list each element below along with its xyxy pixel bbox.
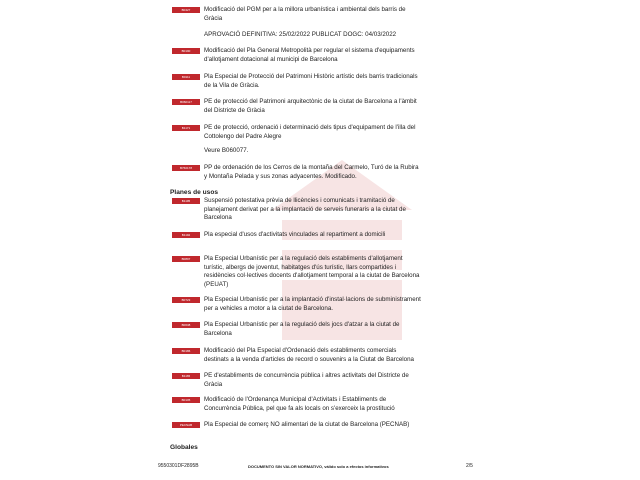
entry-description: Pla Especial Urbanístic per a la regulació dels jocs d'atzar a la ciutat de Barcelona xyxy=(204,321,400,337)
planning-entry xyxy=(172,47,422,64)
entry-code-badge: B0638 xyxy=(172,322,200,328)
section-heading: Globales xyxy=(170,444,198,451)
entry-description: Pla Especial de Protecció del Patrimoni Històric artístic dels barris tradicionals de la Vila de Gràcia. xyxy=(204,73,418,89)
planning-entry xyxy=(172,98,422,115)
planning-entry xyxy=(172,296,422,313)
planning-entry xyxy=(172,421,422,430)
entry-description: Modificació del PGM per a la millora urbanística i ambiental dels barris de Gràcia xyxy=(204,6,406,22)
entry-description: Pla Especial Urbanístic per a la implantació d'instal·lacions de subministrament per a vehicles a motor a la ciutat de Barcelona. xyxy=(204,296,421,312)
planning-entry xyxy=(172,231,422,240)
entry-code-badge: B0723 xyxy=(172,297,200,303)
planning-entry xyxy=(172,73,422,90)
entry-description: Suspensió potestativa prèvia de llicències i comunicats i tramitació de planejament derivat per a la implantació de serveis funeraris a la ciutat de Barcelona xyxy=(204,197,406,222)
entry-description: PE de protecció, ordenació i determinació dels tipus d'equipament de l'illa del Cottolengo del Padre Alegre xyxy=(204,124,416,140)
entry-description: Modificació del Pla Especial d'Ordenació dels establiments comercials destinats a la venda d'articles de record o souvenirs a la Ciutat de Barcelona xyxy=(204,347,414,363)
entry-code-badge: B0897 xyxy=(172,256,200,262)
entry-description: PE d'establiments de concurrència pública i altres activitats del Districte de Gràcia xyxy=(204,372,409,388)
entry-code-badge: PECNAB xyxy=(172,422,200,428)
entry-code-badge: B1165 xyxy=(172,373,200,379)
planning-entry xyxy=(172,255,422,289)
entry-description: Pla Especial de comerç NO alimentari de la ciutat de Barcelona (PECNAB) xyxy=(204,421,410,428)
entry-code-badge: B060117 xyxy=(172,99,200,105)
planning-entry xyxy=(172,197,422,223)
entry-code-badge: B0427 xyxy=(172,7,200,13)
planning-entry xyxy=(172,372,422,389)
planning-entry xyxy=(172,347,422,364)
entry-code-badge: B0186 xyxy=(172,348,200,354)
planning-entry xyxy=(172,6,422,23)
disclaimer: DOCUMENTO SIN VALOR NORMATIVO, válido solo a efectos informativos xyxy=(248,464,389,469)
planning-entry xyxy=(172,164,422,181)
entry-description: PE de protecció del Patrimoni arquitectònic de la ciutat de Barcelona a l'àmbit del Districte de Gràcia xyxy=(204,98,417,114)
entry-code-badge: B760178 xyxy=(172,165,200,171)
entry-code-badge: B1171 xyxy=(172,125,200,131)
planning-entry xyxy=(172,124,422,141)
entry-description: Modificació del Pla General Metropolità per regular el sistema d'equipaments d'allotjament dotacional al municipi de Barcelona xyxy=(204,47,415,63)
page-number: 2/5 xyxy=(466,463,473,469)
document-id: 9550301DF2895B xyxy=(158,463,199,469)
section-heading: Planes de usos xyxy=(170,189,219,196)
entry-description: Pla especial d'usos d'activitats vinculades al repartiment a domicili xyxy=(204,231,386,238)
entry-description: Pla Especial Urbanístic per a la regulació dels establiments d'allotjament turístic, albergs de joventut, habitatges d'ús turístic, llars compartides i residències col·lectives docents d'allotjament temporal a la ciutat de Barcelona (PEUAT) xyxy=(204,255,420,288)
entry-description: Modificació de l'Ordenança Municipal d'Activitats i Establiments de Concurrència Pública, pel que fa als locals on s'exerceix la prostitució xyxy=(204,396,395,412)
entry-code-badge: B0105 xyxy=(172,397,200,403)
entry-code-badge: B0190 xyxy=(172,48,200,54)
entry-code-badge: B0111 xyxy=(172,74,200,80)
entry-code-badge: B1195 xyxy=(172,198,200,204)
see-also-note: Veure B060077. xyxy=(204,147,249,154)
entry-code-badge: B1192 xyxy=(172,232,200,238)
approval-note: APROVACIÓ DEFINITIVA: 25/02/2022 PUBLICAT DOGC: 04/03/2022 xyxy=(204,31,397,38)
entry-description: PP de ordenación de los Cerros de la montaña del Carmelo, Turó de la Rubira y Montaña Pelada y sus zonas adyacentes. Modificado. xyxy=(204,164,419,180)
planning-entry xyxy=(172,321,422,338)
planning-entry xyxy=(172,396,422,413)
